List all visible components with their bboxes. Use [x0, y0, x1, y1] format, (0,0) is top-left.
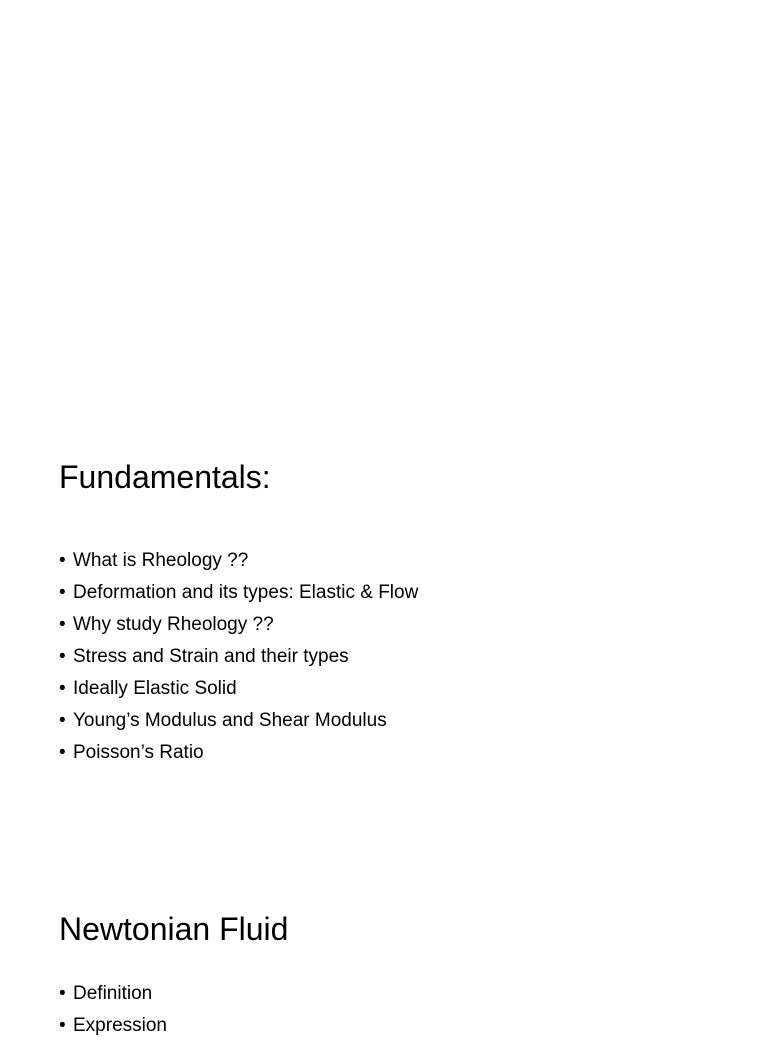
fundamentals-list [59, 545, 418, 769]
list-item: • Stress and Strain and their types [59, 641, 418, 673]
list-item: • Definition [59, 978, 167, 1010]
list-item: • What is Rheology ?? [59, 545, 418, 577]
list-item: • Poisson’s Ratio [59, 737, 418, 769]
list-item: • Ideally Elastic Solid [59, 673, 418, 705]
list-item: • Why study Rheology ?? [59, 609, 418, 641]
list-item: • Young’s Modulus and Shear Modulus [59, 705, 418, 737]
section-title-fundamentals: Fundamentals: [59, 459, 271, 495]
list-item: • Expression [59, 1010, 167, 1042]
section-title-newtonian-fluid: Newtonian Fluid [59, 911, 289, 947]
list-item: • Deformation and its types: Elastic & Flow [59, 577, 418, 609]
newtonian-list [59, 978, 167, 1042]
